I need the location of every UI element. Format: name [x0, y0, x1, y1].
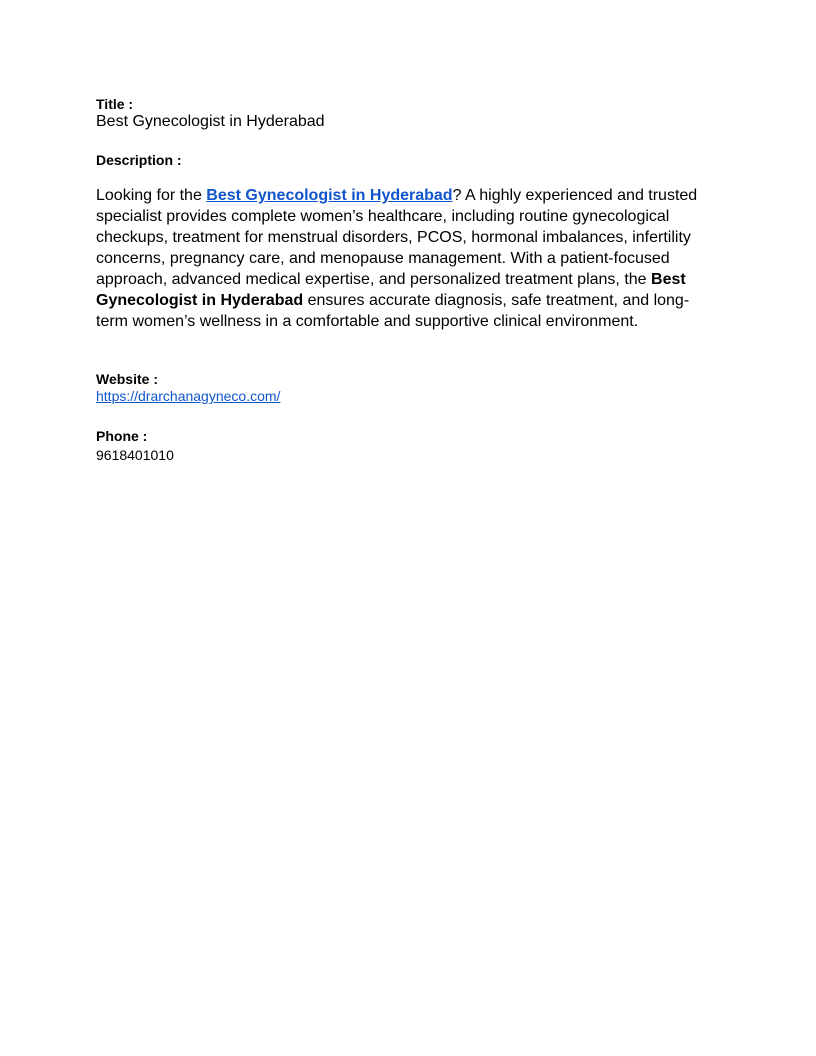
description-body-part2: ensures accurate diagnosis, safe treatment, and long-term women’s wellness in a comfortable and supportive clinical environment.	[96, 292, 690, 330]
document-page	[96, 96, 720, 464]
description-bold-text: Best Gynecologist in Hyderabad	[96, 271, 686, 309]
description-body-part1: ? A highly experienced and trusted specialist provides complete women’s healthcare, including routine gynecological checkups, treatment for menstrual disorders, PCOS, hormonal imbalances, infertility concerns, pregnancy care, and menopause management. With a patient-focused approach, advanced medical expertise, and personalized treatment plans, the	[96, 187, 698, 288]
description-link[interactable]: Best Gynecologist in Hyderabad	[206, 187, 453, 204]
title-value: Best Gynecologist in Hyderabad	[96, 113, 325, 130]
phone-label: Phone :	[96, 428, 148, 444]
description-intro: Looking for the	[96, 187, 207, 204]
website-link[interactable]: https://drarchanagyneco.com/	[96, 388, 281, 404]
description-label: Description :	[96, 152, 182, 168]
description-text	[96, 185, 708, 332]
website-label: Website :	[96, 371, 158, 387]
title-label: Title :	[96, 96, 134, 112]
phone-number: 9618401010	[96, 447, 174, 463]
